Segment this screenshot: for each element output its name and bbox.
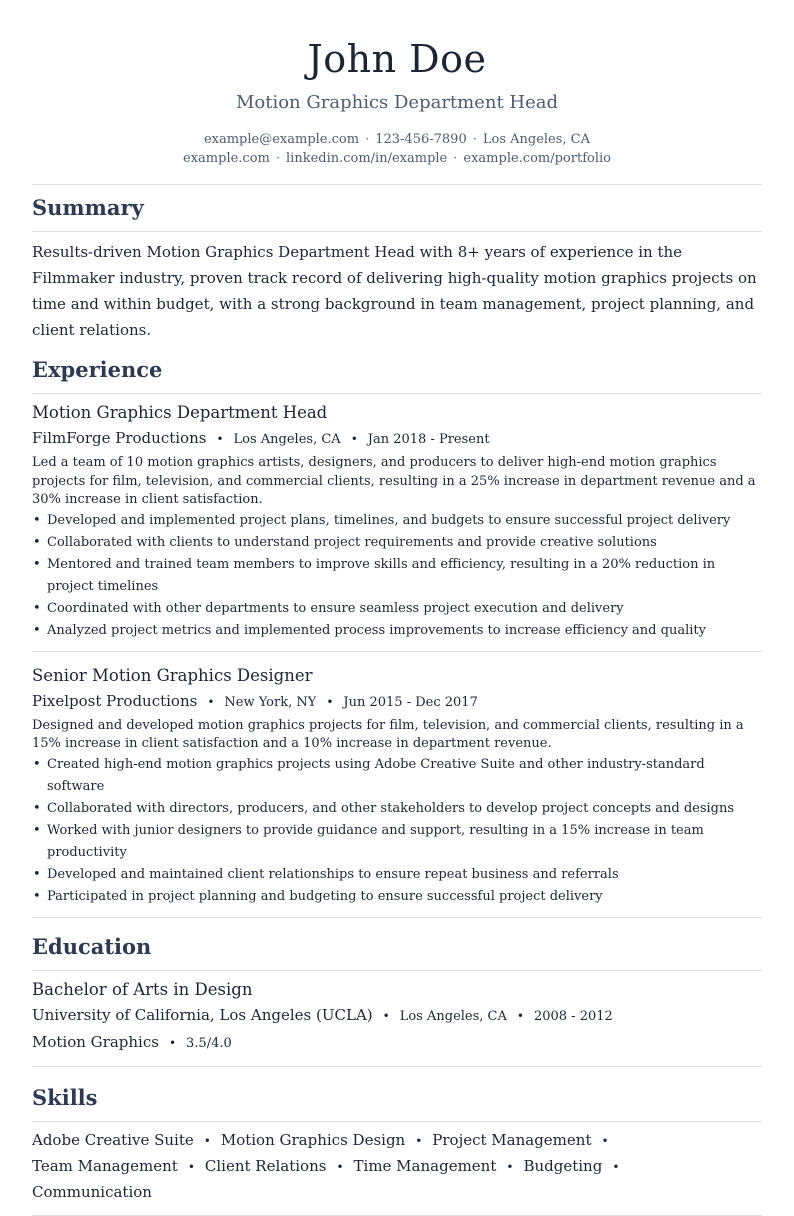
skill-label: Motion Graphics Design — [220, 1130, 406, 1149]
separator: · — [365, 132, 370, 147]
field-of-study: Motion Graphics — [32, 1032, 159, 1051]
skill-item — [32, 1154, 205, 1180]
skill-item — [432, 1128, 618, 1154]
website-link[interactable]: example.com — [183, 151, 270, 166]
linkedin-link[interactable]: linkedin.com/in/example — [286, 151, 448, 166]
bullet-separator: • — [326, 694, 334, 709]
list-item: • Mentored and trained team members to improve skills and efficiency, resulting in a 20% reduction in project timelines — [32, 554, 762, 598]
skill-label: Adobe Creative Suite — [32, 1130, 194, 1149]
skill-label: Client Relations — [204, 1156, 327, 1175]
skill-item — [523, 1154, 629, 1180]
education-dates: 2008 - 2012 — [533, 1008, 613, 1024]
bullet-separator: • — [506, 1159, 514, 1174]
skills-list — [32, 1128, 692, 1205]
school-location: Los Angeles, CA — [399, 1008, 507, 1024]
divider — [32, 1066, 762, 1067]
divider — [32, 917, 762, 918]
bullet-separator: • — [168, 1035, 177, 1050]
list-item: • Created high-end motion graphics projects using Adobe Creative Suite and other industry-standard software — [32, 754, 762, 798]
skill-label: Project Management — [432, 1130, 592, 1149]
summary-text: Results-driven Motion Graphics Department Head with 8+ years of experience in the Filmmaker industry, proven track record of delivering high-quality motion graphics projects on time and within budget, with a strong background in team management, project planning, and client relations. — [32, 243, 757, 339]
list-item: • Participated in project planning and budgeting to ensure successful project delivery — [32, 886, 762, 908]
contact-row-1 — [32, 130, 762, 149]
list-item: • Collaborated with directors, producers, and other stakeholders to develop project concepts and designs — [32, 798, 762, 820]
bullet-separator: • — [516, 1008, 524, 1023]
skills-heading: Skills — [32, 1084, 98, 1110]
divider — [32, 970, 762, 971]
skill-item — [205, 1154, 354, 1180]
degree-title: Bachelor of Arts in Design — [32, 979, 253, 999]
job-description: Designed and developed motion graphics projects for film, television, and commercial clients, resulting in a 15% increase in client satisfaction and a 10% increase in department revenue. — [32, 717, 744, 751]
bullet-separator: • — [601, 1133, 609, 1148]
divider — [32, 1121, 762, 1122]
contact-row-2 — [32, 149, 762, 168]
gpa: 3.5/4.0 — [186, 1035, 232, 1051]
bullet-separator: • — [187, 1159, 195, 1174]
candidate-title: Motion Graphics Department Head — [235, 92, 559, 113]
job-description: Led a team of 10 motion graphics artists, designers, and producers to deliver high-end motion graphics projects for film, television, and commercial clients, resulting in a 25% increase in department revenue and a 30% increase in client satisfaction. — [32, 455, 756, 507]
job-entry — [32, 665, 762, 908]
job-title: Senior Motion Graphics Designer — [32, 665, 313, 685]
job-entry — [32, 402, 762, 642]
skill-item — [32, 1180, 152, 1205]
education-heading: Education — [32, 933, 152, 959]
skill-label: Communication — [32, 1182, 152, 1201]
separator: · — [472, 132, 477, 147]
list-item: • Worked with junior designers to provide guidance and support, resulting in a 15% increase in team productivity — [32, 820, 762, 864]
bullet-separator: • — [382, 1008, 390, 1023]
location-text: Los Angeles, CA — [482, 132, 591, 147]
skills-section — [32, 1085, 762, 1216]
job-meta — [32, 427, 762, 451]
job-location: Los Angeles, CA — [233, 432, 341, 447]
skill-item — [221, 1128, 432, 1154]
divider — [32, 184, 762, 185]
list-item: • Developed and maintained client relationships to ensure repeat business and referrals — [32, 864, 762, 886]
resume-header — [32, 0, 762, 168]
job-meta — [32, 690, 762, 714]
job-bullets — [32, 510, 762, 642]
list-item: • Analyzed project metrics and implemented process improvements to increase efficiency and quality — [32, 620, 762, 642]
divider — [32, 393, 762, 394]
list-item: • Coordinated with other departments to ensure seamless project execution and delivery — [32, 598, 762, 620]
education-section — [32, 934, 762, 1067]
separator: · — [453, 151, 458, 166]
bullet-separator: • — [415, 1133, 423, 1148]
separator: · — [275, 151, 280, 166]
bullet-separator: • — [350, 432, 358, 446]
portfolio-link[interactable]: example.com/portfolio — [463, 151, 611, 166]
divider — [32, 1215, 762, 1216]
summary-heading: Summary — [32, 195, 144, 220]
list-item: • Collaborated with clients to understand project requirements and provide creative solutions — [32, 532, 762, 554]
summary-section — [32, 195, 762, 343]
skill-label: Team Management — [32, 1156, 178, 1175]
skill-label: Time Management — [353, 1156, 497, 1175]
bullet-separator: • — [203, 1133, 211, 1148]
bullet-separator: • — [207, 694, 215, 709]
bullet-separator: • — [612, 1159, 620, 1174]
experience-section — [32, 357, 762, 918]
bullet-separator: • — [336, 1159, 344, 1174]
education-field-line — [32, 1031, 762, 1055]
divider — [32, 231, 762, 232]
skill-label: Budgeting — [523, 1156, 603, 1175]
experience-heading: Experience — [32, 357, 163, 382]
school-name: University of California, Los Angeles (UCLA) — [32, 1005, 373, 1024]
email-link[interactable]: example@example.com — [203, 132, 360, 147]
candidate-name: John Doe — [307, 37, 487, 81]
list-item: • Developed and implemented project plans, timelines, and budgets to ensure successful project delivery — [32, 510, 762, 532]
bullet-separator: • — [216, 432, 224, 446]
company-name: FilmForge Productions — [32, 429, 207, 447]
job-dates: Jun 2015 - Dec 2017 — [343, 694, 478, 710]
job-dates: Jan 2018 - Present — [367, 432, 490, 447]
company-name: Pixelpost Productions — [32, 691, 198, 710]
skill-item — [354, 1154, 524, 1180]
job-bullets — [32, 754, 762, 908]
skill-item — [32, 1128, 221, 1154]
divider — [32, 651, 762, 652]
education-meta — [32, 1004, 762, 1028]
job-location: New York, NY — [224, 694, 317, 710]
job-title: Motion Graphics Department Head — [32, 403, 328, 422]
phone-text: 123-456-7890 — [375, 132, 467, 147]
